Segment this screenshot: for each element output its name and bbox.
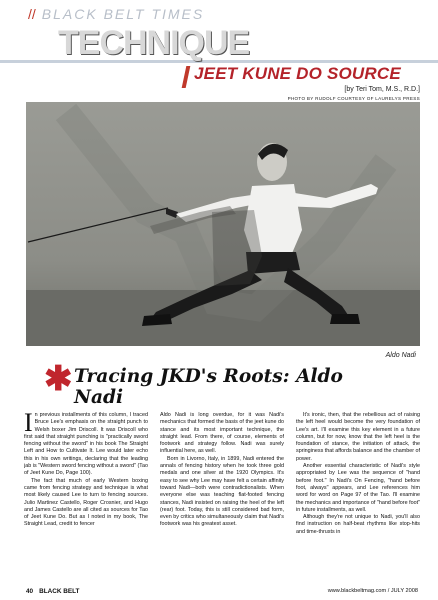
article-title: Tracing JKD's Roots: Aldo Nadi: [74, 366, 343, 408]
paragraph: [24, 412, 148, 478]
drop-cap: I: [24, 412, 33, 437]
paragraph-text: n previous installments of this column, I traced Bruce Lee's emphasis on the straight punch to Welsh boxer Jim Driscoll. It was Driscoll who first said that straight punching is "practically sword fencing without the sword" in his book The Straight Left and How to Cultivate It. Lee would later echo this in his own writings, declaring that the leading jab is "Western sword fencing without a sword" (Tao of Jeet Kune Do, Page 100).: [24, 412, 148, 477]
paragraph: Although they're not unique to Nadi, you'll also find instruction on half-beat rhythms like stop-hits and time-thrusts in: [296, 514, 420, 535]
page-footer: [0, 586, 438, 600]
magazine-header: [0, 0, 438, 101]
section-title: TECHNIQUE: [58, 24, 250, 62]
paragraph: Another essential characteristic of Nadi's style appropriated by Lee was the sequence of "hand before foot." In Nadi's On Fencing, "hand before foot, always" appears, and Lee references him word for word on Page 97 of the Tao. I'll examine the mechanics and importance of "hand before foot" in future installments, as well.: [296, 463, 420, 513]
paragraph: The fact that much of early Western boxing came from fencing strategy and technique is what most likely caused Lee to turn to fencing sources. Julio Martinez Castello, Roger Crosnier, and Hugo and James Castello are all cited as sources for Tao of Jeet Kune Do. But as I noted in my book, The Straight Lead, credit to fencer: [24, 477, 148, 528]
kicker-text: BLACK BELT TIMES: [41, 6, 205, 22]
paragraph: Born in Livorno, Italy, in 1899, Nadi entered the annals of fencing history when he took three gold medals and one silver at the 1920 Olympics. It's easy to see why Lee may have felt a certain affinity toward Nadi—both were contradictionalists. When everyone else was teaching flat-footed fencing stances, Nadi insisted on raising the heel of the left (rear) foot. Today, this is still considered bad form, even by critics who simultaneously claim that Nadi's footwork was his greatest asset.: [160, 455, 284, 528]
body-column-3: [296, 412, 420, 584]
paragraph: Aldo Nadi is long overdue, for it was Nadi's mechanics that formed the basis of the jeet kune do stance and its most important technique, the straight lead. From there, of course, elements of footwork and strategy follow. Nadi was surely influential here, as well.: [160, 412, 284, 455]
slash-mark: //: [28, 6, 36, 22]
folio: [26, 588, 79, 595]
photo-credit: PHOTO BY RUDOLF COURTESY OF LAURELYS PRESS: [287, 96, 420, 101]
asterisk-icon: ✱: [44, 361, 73, 398]
body-column-2: [160, 412, 284, 584]
fencer-photo-illustration: [26, 102, 420, 346]
paragraph: It's ironic, then, that the rebellious act of raising the left heel would become the very foundation of Lee's art. I'll examine this key element in a future column, but for now, know that the left heel is the foundation of stance, the initiation of attack, the springiness that affords balance and the chamber of power.: [296, 412, 420, 462]
fencer-photo: [26, 102, 420, 346]
website-date: www.blackbeltmag.com / JULY 2008: [327, 588, 418, 594]
column-name: JEET KUNE DO SOURCE: [194, 64, 401, 83]
title-divider: [182, 66, 191, 88]
page-number: 40: [26, 588, 34, 595]
magazine-name: BLACK BELT: [39, 588, 80, 595]
photo-caption: Aldo Nadi: [385, 352, 416, 359]
byline: [by Teri Tom, M.S., R.D.]: [344, 86, 420, 93]
article-body: [24, 412, 420, 584]
kicker: [28, 6, 204, 22]
body-column-1: [24, 412, 148, 584]
